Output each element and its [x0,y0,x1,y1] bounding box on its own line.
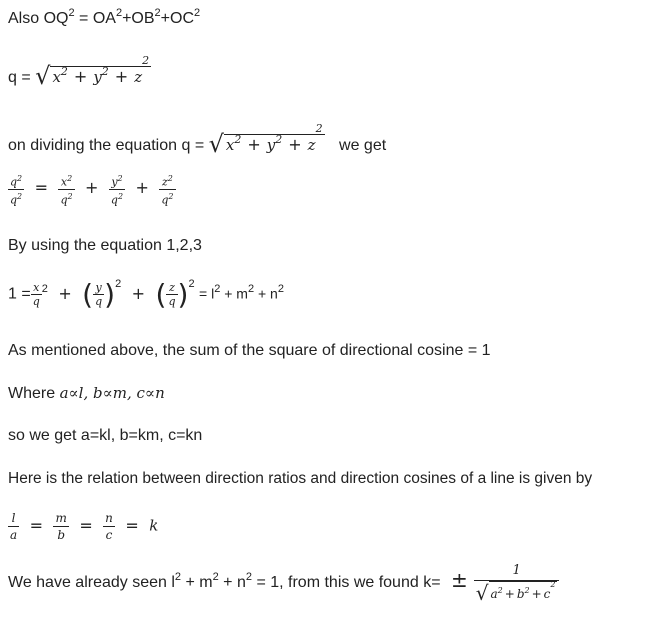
equals: = [125,515,139,535]
var-y: y [266,136,276,154]
plus: + [131,283,146,303]
plus: + [85,178,99,198]
line-as-mentioned: As mentioned above, the sum of the square of directional cosine = 1 [8,342,491,359]
superscript: 2 [142,54,150,67]
superscript: 2 [154,7,161,19]
fraction-y2-q2: $\frac{y^2}{q^2}$ [110,174,124,207]
superscript: 2 [101,65,109,78]
equals: = [29,515,44,535]
plus: + [73,67,88,86]
superscript: 2 [247,282,255,295]
fraction-x2-q2: $\frac{x^2}{q^2}$ [60,174,73,207]
var-z: z [307,136,316,154]
paren-right: ) [177,278,189,311]
text: on dividing the equation q = [8,137,209,154]
var-y: y [93,68,102,86]
plus: + [288,135,302,154]
superscript: 2 [212,571,219,584]
line-fraction-equation [8,172,176,206]
text: +OB [122,10,155,27]
fraction-l-a: $\frac{l}{a}$ [10,511,18,542]
superscript: 2 [277,282,284,295]
superscript: 2 [60,65,68,78]
text: = l [199,285,215,302]
sqrt-expression: √ $x^2 + y^2 + z^2$ [208,122,323,158]
text: = 1, from this we found k= [252,574,445,592]
superscript: 2 [174,571,182,584]
text: 1 = [8,285,31,303]
var-z: z [134,68,143,86]
fraction-y-q: $\frac{y}{q}$ [95,281,103,308]
fraction-n-c: $\frac{n}{c}$ [105,511,113,542]
text: q = [8,69,36,86]
line-q-sqrt [8,54,151,90]
fraction-z2-q2: $\frac{z^2}{q^2}$ [161,174,174,207]
plus: + [114,67,129,86]
plus: + [135,178,149,198]
superscript: 2 [115,7,123,19]
line-so-we-get: so we get a=kl, b=km, c=kn [8,427,203,444]
superscript: 2 [214,282,221,295]
line-relation: Here is the relation between direction ratios and direction cosines of a line is given by [8,470,593,487]
var-x: x [225,136,235,154]
line-one-equals [8,278,284,311]
fraction-q2-q2: $\frac{q^2}{q^2}$ [10,174,23,207]
fraction-k: $\frac{1}{√ a^2 + b^2 + c^2}$ [474,562,560,604]
equals: = [79,515,93,535]
fraction-m-b: $\frac{m}{b}$ [55,511,67,542]
var-x: x [52,68,61,86]
paren-left: ( [82,278,94,311]
plus: + [247,135,261,154]
text: + n [218,574,246,592]
superscript: 2 [315,122,323,135]
superscript: 2 [234,133,242,146]
text: +OC [160,10,195,27]
line-on-dividing [8,122,387,158]
var-k: k [149,516,159,535]
line-by-using: By using the equation 1,2,3 [8,237,202,254]
equals: = [34,178,48,198]
text: we get [339,137,387,154]
proportional-expression: a∝l, b∝m, c∝n [59,384,165,402]
superscript: 2 [115,277,122,290]
line-oq-squared [8,7,201,28]
superscript: 2 [41,282,48,295]
superscript: 2 [275,133,283,146]
plus-minus: ± [450,568,468,593]
line-ratio-equation [8,510,158,543]
superscript: 2 [68,7,75,19]
paren-right: ) [104,278,116,311]
superscript: 2 [194,7,201,19]
text: Also OQ [8,10,69,27]
text: Where [8,385,60,402]
line-where [8,384,165,403]
superscript: 2 [245,571,252,584]
text: + m [181,574,213,592]
superscript: 2 [188,277,195,290]
text: = OA [74,10,116,27]
fraction-z-q: $\frac{z}{q}$ [168,281,176,308]
line-we-have-already [8,562,559,604]
plus: + [58,283,72,303]
sqrt-expression: √ $x^2 + y^2 + z^2$ [35,54,150,90]
paren-left: ( [155,278,167,311]
text: + n [254,285,278,302]
fraction-x-q: $\frac{x}{q}$ [32,281,40,308]
text: + m [220,285,248,302]
text: We have already seen l [8,574,175,592]
